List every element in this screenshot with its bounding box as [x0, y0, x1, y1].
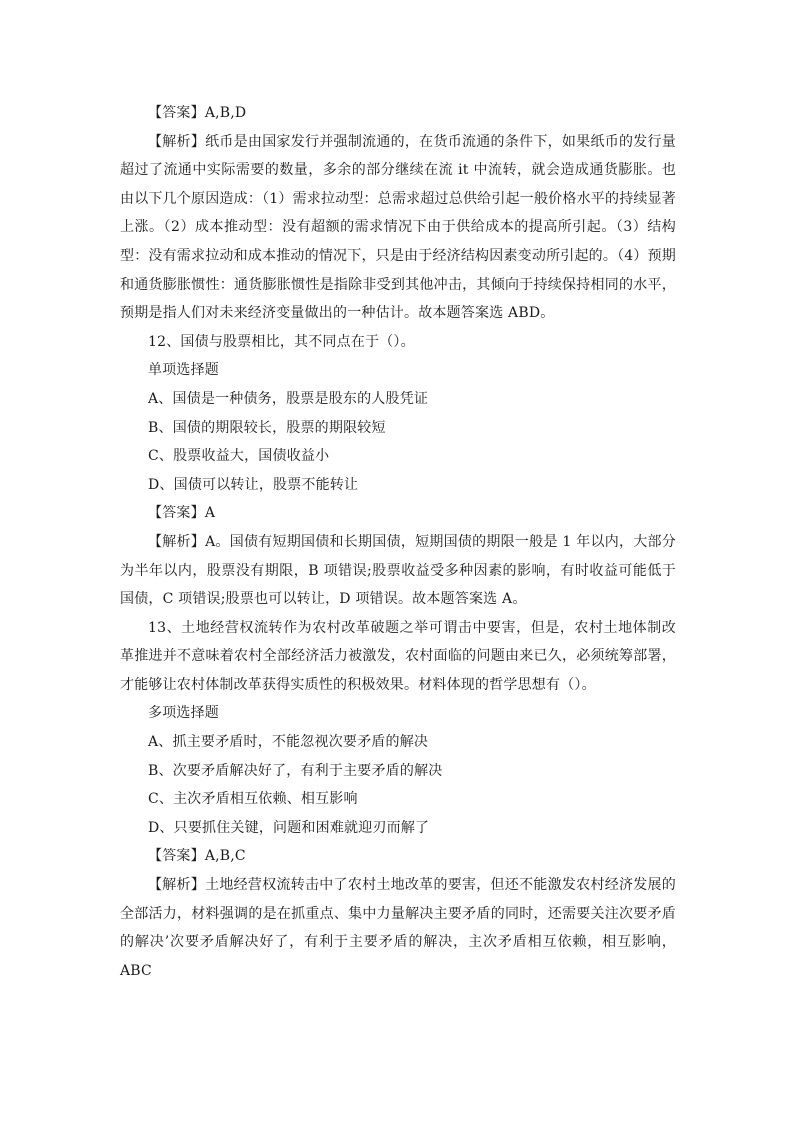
answer-text: A,B,C: [204, 848, 246, 865]
analysis-paragraph: [120, 128, 676, 328]
option-b: B、次要矛盾解决好了，有利于主要矛盾的解决: [148, 762, 443, 779]
analysis-label: 【 解析 】: [148, 877, 205, 893]
question-type: 多项选择题: [148, 705, 219, 722]
option-a: A、国债是一种债务，股票是股东的人股凭证: [148, 390, 429, 407]
analysis-paragraph: [120, 871, 676, 985]
analysis-label: 【 解析 】: [148, 534, 205, 550]
analysis-text: 土地经营权流转击中了农村土地改革的要害，但还不能激发农村经济发展的全部活力，材料强调的是在抓重点、集中力量解决主要矛盾的同时，还需要关注次要矛盾的解决’次要矛盾解决好了，有利于主要矛盾的解决，主次矛盾相互依赖，相互影响，ABC: [120, 877, 676, 979]
question-13: 13、土地经营权流转作为农村改革破题之举可谓击中要害，但是，农村土地体制改革推进并不意味着农村全部经济活力被激发，农村面临的问题由来已久，必须统筹部署，才能够让农村体制改革获得实质性的积极效果。材料体现的哲学思想有（）。: [120, 619, 676, 693]
option-b: B、国债的期限较长，股票的期限较短: [148, 419, 386, 436]
analysis-paragraph: [120, 528, 676, 614]
option-c: C、股票收益大，国债收益小: [148, 448, 330, 465]
answer-label: 【 答案 】: [148, 505, 205, 521]
option-d: D、只要抓住关键，问题和困难就迎刃而解了: [148, 819, 430, 836]
question-type: 单项选择题: [148, 362, 219, 379]
answer-label: 【 答案 】: [148, 105, 205, 121]
answer-paragraph: [120, 99, 676, 128]
document-body: [120, 99, 676, 985]
answer-label: 【 答案 】: [148, 848, 205, 864]
option-a: A、抓主要矛盾时，不能忽视次要矛盾的解决: [148, 734, 429, 751]
option-d: D、国债可以转让，股票不能转让: [148, 476, 359, 493]
answer-text: A,B,D: [204, 105, 247, 121]
analysis-text: A。国债有短期国债和长期国债，短期国债的期限一般是 1 年以内，大部分为半年以内，股票没有期限，B 项错误;股票收益受多种因素的影响，有时收益可能低于国债，C 项错误;股票也可以转让，D 项错误。故本题答案选 A。: [120, 533, 676, 608]
option-c: C、主次矛盾相互依赖、相互影响: [148, 791, 358, 808]
question-12: 12、国债与股票相比，其不同点在于（）。: [148, 333, 415, 350]
analysis-label: 【 解析 】: [148, 134, 205, 150]
answer-paragraph: [120, 842, 676, 871]
answer-paragraph: [120, 499, 676, 528]
answer-text: A: [204, 505, 216, 522]
analysis-text: 纸币是由国家发行并强制流通的，在货币流通的条件下，如果纸币的发行量超过了流通中实际需要的数量，多余的部分继续在流 it 中流转，就会造成通货膨胀。也由以下几个原因造成：（1）需求拉动型：总需求超过总供给引起一般价格水平的持续显著上涨。（2）成本推动型：没有超额的需求情况下由于供给成本的提高所引起。（3）结构型：没有需求拉动和成本推动的情况下，只是由于经济结构因素变动所引起的。（4）预期和通货膨胀惯性：通货膨胀惯性是指除非受到其他冲击，其倾向于持续保持相同的水平，预期是指人们对未来经济变量做出的一种估计。故本题答案选 ABD。: [120, 133, 676, 322]
